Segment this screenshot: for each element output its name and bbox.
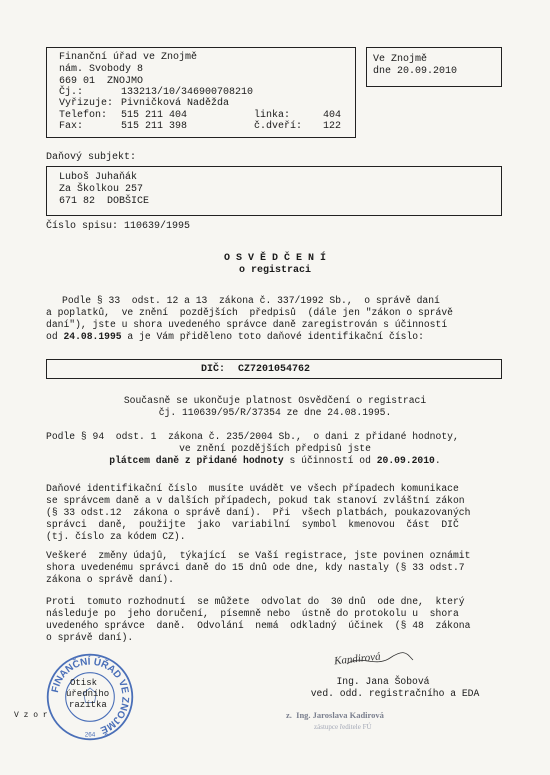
changes-line-1: Veškeré změny údajů, týkající se Vaší registrace, jste povinen oznámit: [46, 550, 471, 561]
stamp-inner-line-3: razítka: [69, 700, 107, 710]
office-name: Finanční úřad ve Znojmě: [59, 52, 198, 63]
signature-stroke: [345, 650, 415, 670]
subject-street: Za Školkou 257: [59, 184, 144, 195]
subject-city: 671 82 DOBŠICE: [59, 196, 150, 207]
changes-line-2: shora uvedenému správci daně do 15 dnů ode dne, kdy nastaly (§ 33 odst.7: [46, 562, 465, 573]
deputy-role: zástupce ředitele FÚ: [314, 723, 372, 731]
stamp-ring-text: FINANČNÍ ÚŘAD VE ZNOJMĚ: [49, 656, 131, 736]
intro-line-4-a: od: [46, 331, 64, 342]
intro-line-4-c: a je Vám přiděleno toto daňové identifikační číslo:: [121, 331, 424, 342]
handler-label: Vyřizuje:: [59, 98, 114, 109]
deputy-name: z. Ing. Jaroslava Kadirová: [286, 710, 384, 720]
signatory-name: Ing. Jana Šobová: [336, 676, 430, 687]
vat-line-3-d: .: [434, 455, 441, 466]
dic-value: CZ7201054762: [238, 364, 311, 375]
subject-label: Daňový subjekt:: [46, 152, 137, 163]
document-subtitle: o registraci: [238, 265, 311, 276]
cancel-line-1: Současně se ukončuje platnost Osvědčení o registraci: [123, 395, 427, 406]
intro-line-2: a poplatků, ve znění pozdějších předpisů (dále jen "zákon o správě: [46, 307, 453, 318]
vat-line-2: ve znění pozdějších předpisů jste: [179, 443, 371, 454]
stamp-inner-line-2: úředního: [66, 689, 110, 699]
place: Ve Znojmě: [373, 54, 428, 65]
door-value: 122: [323, 121, 342, 132]
intro-line-4: [46, 331, 424, 342]
sample-label: V z o r: [14, 711, 48, 720]
vat-line-3: [0, 455, 550, 466]
ext-label: linka:: [254, 110, 291, 121]
office-city: 669 01 ZNOJMO: [59, 76, 144, 87]
vat-status: plátcem daně z přidané hodnoty: [109, 455, 284, 466]
vat-line-1: Podle § 94 odst. 1 zákona č. 235/2004 Sb., o dani z přidané hodnoty,: [46, 431, 459, 442]
registration-date: 24.08.1995: [63, 331, 122, 342]
dic-para-line-1: Daňové identifikační číslo musíte uvádět ve všech případech komunikace: [46, 483, 459, 494]
door-label: č.dveří:: [254, 121, 303, 132]
changes-line-3: zákona o správě daní).: [46, 574, 174, 585]
stamp-number: 264: [84, 731, 96, 739]
date: dne 20.09.2010: [373, 66, 458, 77]
file-number: Číslo spisu: 110639/1995: [46, 221, 191, 232]
dic-para-line-4: správci daně, použijte jako variabilní symbol kmenovou část DIČ: [46, 519, 459, 530]
fax-label: Fax:: [59, 121, 84, 132]
stamp-inner-line-1: Otisk: [70, 678, 98, 688]
subject-name: Luboš Juhaňák: [59, 172, 138, 183]
fax-value: 515 211 398: [121, 121, 188, 132]
appeal-line-3: uvedeného správce daně. Odvolání nemá odkladný účinek (§ 48 zákona: [46, 620, 471, 631]
ref-value: 133213/10/346900708210: [121, 87, 254, 98]
appeal-line-4: o správě daní).: [46, 632, 134, 643]
dic-para-line-3: (§ 33 odst.12 zákona o správě daní). Při všech platbách, poukazovaných: [46, 507, 471, 518]
cancel-line-2: čj. 110639/95/R/37354 ze dne 24.08.1995.: [158, 407, 392, 418]
ext-value: 404: [323, 110, 342, 121]
handler-value: Pivničková Naděžda: [121, 98, 230, 109]
vat-line-3-b: s účinností od: [283, 455, 377, 466]
appeal-line-1: Proti tomuto rozhodnutí se můžete odvolat do 30 dnů ode dne, který: [46, 596, 465, 607]
dic-para-line-5: (tj. číslo za kódem CZ).: [46, 531, 186, 542]
dic-label: DIČ:: [201, 364, 226, 375]
phone-label: Telefon:: [59, 110, 108, 121]
phone-value: 515 211 404: [121, 110, 188, 121]
ref-label: Čj.:: [59, 87, 84, 98]
document-title: O S V Ě D Č E N Í: [223, 253, 327, 264]
signatory-position: ved. odd. registračního a EDA: [310, 688, 480, 699]
intro-line-3: daní"), jste u shora uvedeného správce daně zaregistrován s účinností: [46, 319, 448, 330]
handwritten-signature: Kandirová: [333, 650, 382, 668]
office-street: nám. Svobody 8: [59, 64, 144, 75]
dic-para-line-2: se správcem daně a v dalších případech, pokud tak stanoví zvláštní zákon: [46, 495, 465, 506]
intro-line-1: Podle § 33 odst. 12 a 13 zákona č. 337/1992 Sb., o správě daní: [62, 295, 440, 306]
appeal-line-2: následuje po jeho doručení, písemně nebo ústně do protokolu u shora: [46, 608, 459, 619]
vat-date: 20.09.2010: [376, 455, 435, 466]
